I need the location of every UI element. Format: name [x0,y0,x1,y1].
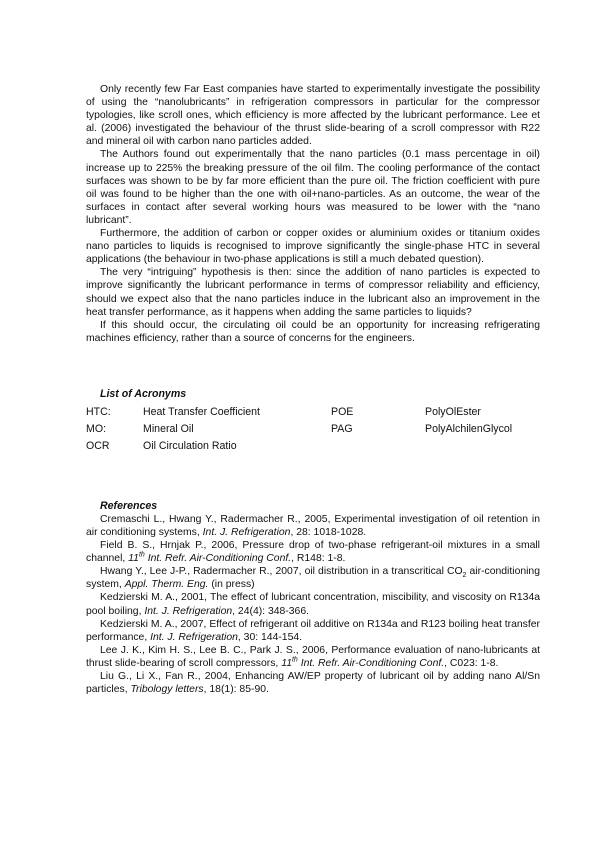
acronym-abbr: OCR [86,439,110,452]
acronym-row [86,440,540,455]
reference-superscript: th [291,656,298,664]
acronym-definition: PolyOlEster [425,405,481,418]
paragraph: If this should occur, the circulating oil could be an opportunity for increasing refrigerating machines efficiency, rather than a source of concerns for the engineers. [86,319,540,344]
reference-journal: Int. J. Refrigeration [202,526,291,538]
paragraph: Only recently few Far East companies have started to experimentally investigate the possibility of using the “nanolubricants” in refrigeration compressors in particular for the compressor typologies, like scroll ones, which efficiency is more affected by the lubricant performance. Lee et al. (2006) investigated the behaviour of the thrust slide-bearing of a scroll compressor with R22 and mineral oil with carbon nano particles added. [86,84,540,148]
reference-journal: Int. Refr. Air-Conditioning Conf. [297,657,445,669]
acronym-definition: Heat Transfer Coefficient [143,405,260,418]
reference-journal: Int. J. Refrigeration [150,631,238,643]
acronyms-section [86,387,540,455]
reference-item [86,513,540,539]
reference-tail: , 30: 144-154. [237,631,303,643]
acronym-abbr: MO: [86,422,107,435]
reference-item [86,618,540,644]
reference-text: Cremaschi L., Hwang Y., Radermacher R., 2005, Experimental investigation of oil retention in air conditioning systems, [86,513,540,538]
body-text [86,83,540,345]
reference-journal-number: 11 [128,553,139,565]
reference-text: Hwang Y., Lee J-P., Radermacher R., 2007, oil distribution in a transcritical CO [100,566,463,578]
reference-text: Field B. S., Hrnjak P., 2006, Pressure drop of two-phase refrigerant-oil mixtures in a small channel, [86,540,540,565]
paragraph: The very “intriguing” hypothesis is then: since the addition of nano particles is expected to improve significantly the lubricant performance in terms of compressor reliability and efficiency, should we expect also that the nano particles induce in the lubricant also an improvement in the heat transfer performance, as it happens when adding the same particles to liquids? [86,267,540,318]
reference-text: air-conditioning system, [86,566,540,591]
paragraph: Furthermore, the addition of carbon or copper oxides or aluminium oxides or titanium oxides nano particles to liquids is recognised to improve significantly the single-phase HTC in several applications (the behaviour in two-phase applications is still a much debated question). [86,228,540,266]
reference-text: Lee J. K., Kim H. S., Lee B. C., Park J. S., 2006, Performance evaluation of nano-lubricants at thrust slide-bearing of scroll compressors, [86,644,540,669]
reference-item [86,539,540,565]
acronym-abbr: HTC: [86,405,111,418]
reference-journal: Tribology letters [130,684,204,696]
acronym-definition: Oil Circulation Ratio [143,439,237,452]
reference-journal-number: 11 [281,657,292,669]
references-section [86,499,540,696]
reference-journal: Appl. Therm. Eng. [124,579,209,591]
reference-item [86,644,540,670]
reference-tail: , R148: 1-8. [291,553,346,565]
acronym-row [86,423,540,438]
reference-tail: , 28: 1018-1028. [290,526,367,538]
reference-item [86,591,540,617]
reference-subscript: 2 [462,572,467,580]
page-content [86,83,540,696]
acronyms-table [86,403,540,455]
reference-tail: , 24(4): 348-366. [232,605,309,617]
acronym-abbr: POE [331,405,354,418]
acronyms-heading: List of Acronyms [100,387,187,400]
references-heading: References [100,499,158,512]
reference-item [86,670,540,696]
reference-journal: Int. Refr. Air-Conditioning Conf. [144,553,292,565]
reference-text: Liu G., Li X., Fan R., 2004, Enhancing AW/EP property of lubricant oil by adding nano Al/Sn particles, [86,671,540,696]
acronym-row [86,406,540,421]
reference-tail: , 18(1): 85-90. [203,684,269,696]
reference-tail: (in press) [208,579,255,591]
reference-text: Kedzierski M. A., 2001, The effect of lubricant concentration, miscibility, and viscosity on R134a pool boiling, [86,592,540,617]
paragraph: The Authors found out experimentally that the nano particles (0.1 mass percentage in oil) increase up to 225% the breaking pressure of the oil film. The cooling performance of the contact surfaces was shown to be by far more efficient than the pure oil. The friction coefficient with pure oil was found to be higher than the one with oil+nano-particles. As an outcome, the wear of the surfaces in contact after several working hours was measured to be lower with the “nano lubricant”. [86,149,540,226]
acronym-abbr: PAG [331,422,353,435]
reference-superscript: th [138,551,145,559]
acronym-definition: PolyAlchilenGlycol [425,422,513,435]
reference-text: Kedzierski M. A., 2007, Effect of refrigerant oil additive on R134a and R123 boiling heat transfer performance, [86,618,540,643]
reference-journal: Int. J. Refrigeration [144,605,233,617]
reference-tail: , C023: 1-8. [444,657,499,669]
reference-item [86,565,540,591]
acronym-definition: Mineral Oil [143,422,194,435]
